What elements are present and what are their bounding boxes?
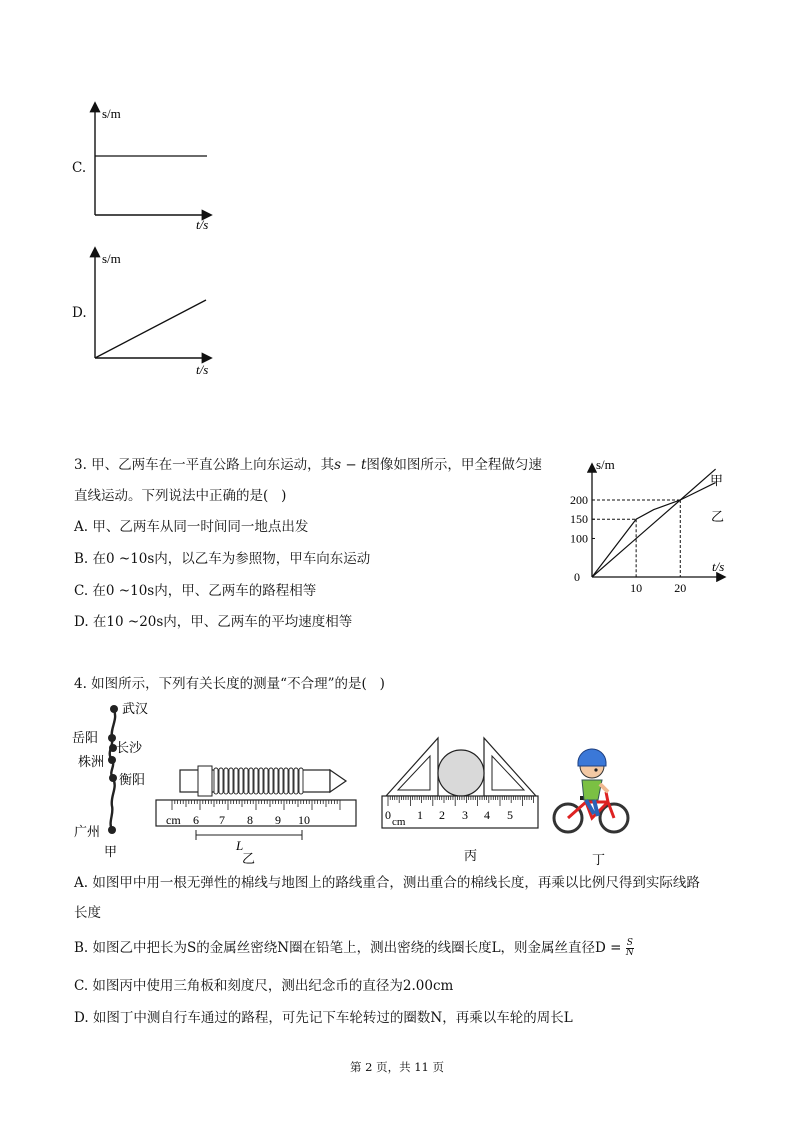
ruler-number: 10 <box>298 813 310 827</box>
coil-turn <box>224 768 228 794</box>
length-label: L <box>236 838 244 853</box>
rider-arm <box>600 784 608 792</box>
ruler-number: 9 <box>275 813 281 827</box>
rider-helmet <box>578 749 606 766</box>
rider-eye <box>594 768 597 771</box>
y-tick-label: 150 <box>570 512 588 527</box>
series-line <box>592 469 716 577</box>
coil-turn <box>214 768 218 794</box>
ruler-unit: cm <box>166 813 181 827</box>
ruler-number: 0 <box>385 808 391 822</box>
route-line <box>110 710 115 830</box>
coil-turn <box>269 768 273 794</box>
q4-option-b: B. 如图乙中把长为S的金属丝密绕N圈在铅笔上，测出密绕的线圈长度L，则金属丝直径D = $\frac{S}{N}$ <box>74 938 634 958</box>
graph-d <box>86 243 226 383</box>
coil-turn <box>219 768 223 794</box>
ruler-number: 6 <box>193 813 199 827</box>
city-label: 株洲 <box>78 754 105 769</box>
city-dot <box>108 826 116 834</box>
rider-shirt <box>582 780 602 800</box>
q4-option-a-line2: 长度 <box>74 905 101 921</box>
ruler-number: 1 <box>417 808 423 822</box>
pencil-tip <box>330 770 346 792</box>
q3-option-b: B. 在0 ~10s内，以乙车为参照物，甲车向东运动 <box>74 551 371 567</box>
figure-caption: 乙 <box>242 851 256 866</box>
ruler-number: 8 <box>247 813 253 827</box>
y-axis-label: s/m <box>102 251 121 266</box>
city-label: 岳阳 <box>72 730 99 745</box>
coil-turn <box>259 768 263 794</box>
q4-option-c: C. 如图丙中使用三角板和刻度尺，测出纪念币的直径为2.00cm <box>74 978 454 994</box>
fraction: $\frac{S}{N}$ <box>625 938 634 958</box>
ruler-number: 4 <box>484 808 490 822</box>
city-label: 衡阳 <box>119 772 146 787</box>
q3-option-a: A. 甲、乙两车从同一时间同一地点出发 <box>74 519 309 535</box>
q3-stem-line2: 直线运动。下列说法中正确的是( ) <box>74 488 287 504</box>
q3-stem-line1: 3. 甲、乙两车在一平直公路上向东运动，其s − t图像如图所示，甲全程做匀速 <box>74 457 542 473</box>
triangle-right-inner <box>492 756 524 790</box>
series-label: 乙 <box>711 509 725 524</box>
x-axis-label: t/s <box>196 217 209 232</box>
city-label: 武汉 <box>122 701 149 716</box>
coil-turn <box>299 768 303 794</box>
q4-stem: 4. 如图所示，下列有关长度的测量“不合理”的是( ) <box>74 676 385 692</box>
option-c-letter: C. <box>72 160 87 176</box>
q4-figure-yi <box>152 760 362 866</box>
coin <box>438 750 484 796</box>
q3-st-chart <box>560 455 730 600</box>
series-line <box>592 483 716 577</box>
x-axis-label: t/s <box>196 362 209 377</box>
ruler-number: 3 <box>462 808 468 822</box>
city-dot <box>108 734 116 742</box>
figure-caption: 丁 <box>592 852 606 866</box>
city-dot <box>109 774 117 782</box>
coil-turn <box>254 768 258 794</box>
q3-option-d: D. 在10 ~20s内，甲、乙两车的平均速度相等 <box>74 614 353 630</box>
pencil-ferrule <box>198 766 212 796</box>
q4-option-d: D. 如图丁中测自行车通过的路程，可先记下车轮转过的圈数N，再乘以车轮的周长L <box>74 1010 573 1026</box>
coil-turn <box>244 768 248 794</box>
figure-caption: 甲 <box>104 844 118 859</box>
coil-turn <box>249 768 253 794</box>
y-tick-label: 200 <box>570 492 588 507</box>
ruler-number: 5 <box>507 808 513 822</box>
coil-turn <box>274 768 278 794</box>
city-label: 长沙 <box>116 740 143 755</box>
coil-turn <box>289 768 293 794</box>
series-label: 甲 <box>710 473 724 488</box>
q3-option-c: C. 在0 ~10s内，甲、乙两车的路程相等 <box>74 583 317 599</box>
coil-turn <box>234 768 238 794</box>
q4-figure-jia <box>66 696 166 864</box>
coil-turn <box>279 768 283 794</box>
coil-turn <box>264 768 268 794</box>
option-d-letter: D. <box>72 305 87 321</box>
ruler-number: 7 <box>219 813 225 827</box>
coil-turn <box>229 768 233 794</box>
city-dot <box>110 705 118 713</box>
ruler-number: 2 <box>439 808 445 822</box>
x-axis-label: t/s <box>712 559 725 574</box>
city-dot <box>108 756 116 764</box>
triangle-left-inner <box>398 756 430 790</box>
coil-turn <box>284 768 288 794</box>
ruler-unit: cm <box>392 816 406 828</box>
y-axis-label: s/m <box>596 457 615 472</box>
y-axis-label: s/m <box>102 106 121 121</box>
origin-label: 0 <box>574 570 580 584</box>
q4-option-a-line1: A. 如图甲中用一根无弹性的棉线与地图上的路线重合，测出重合的棉线长度，再乘以比例尺得到实际线路 <box>74 875 700 891</box>
q4-figure-ding <box>550 736 640 866</box>
page-footer: 第 2 页，共 11 页 <box>349 1060 445 1074</box>
city-label: 广州 <box>74 824 101 839</box>
figure-caption: 丙 <box>464 848 478 863</box>
q4-figure-bing <box>380 716 540 866</box>
x-tick-label: 10 <box>630 581 643 595</box>
coil-turn <box>239 768 243 794</box>
x-tick-label: 20 <box>674 581 687 595</box>
graph-c <box>86 98 226 238</box>
graph-line <box>95 300 206 358</box>
y-tick-label: 100 <box>570 531 588 546</box>
coil-turn <box>294 768 298 794</box>
